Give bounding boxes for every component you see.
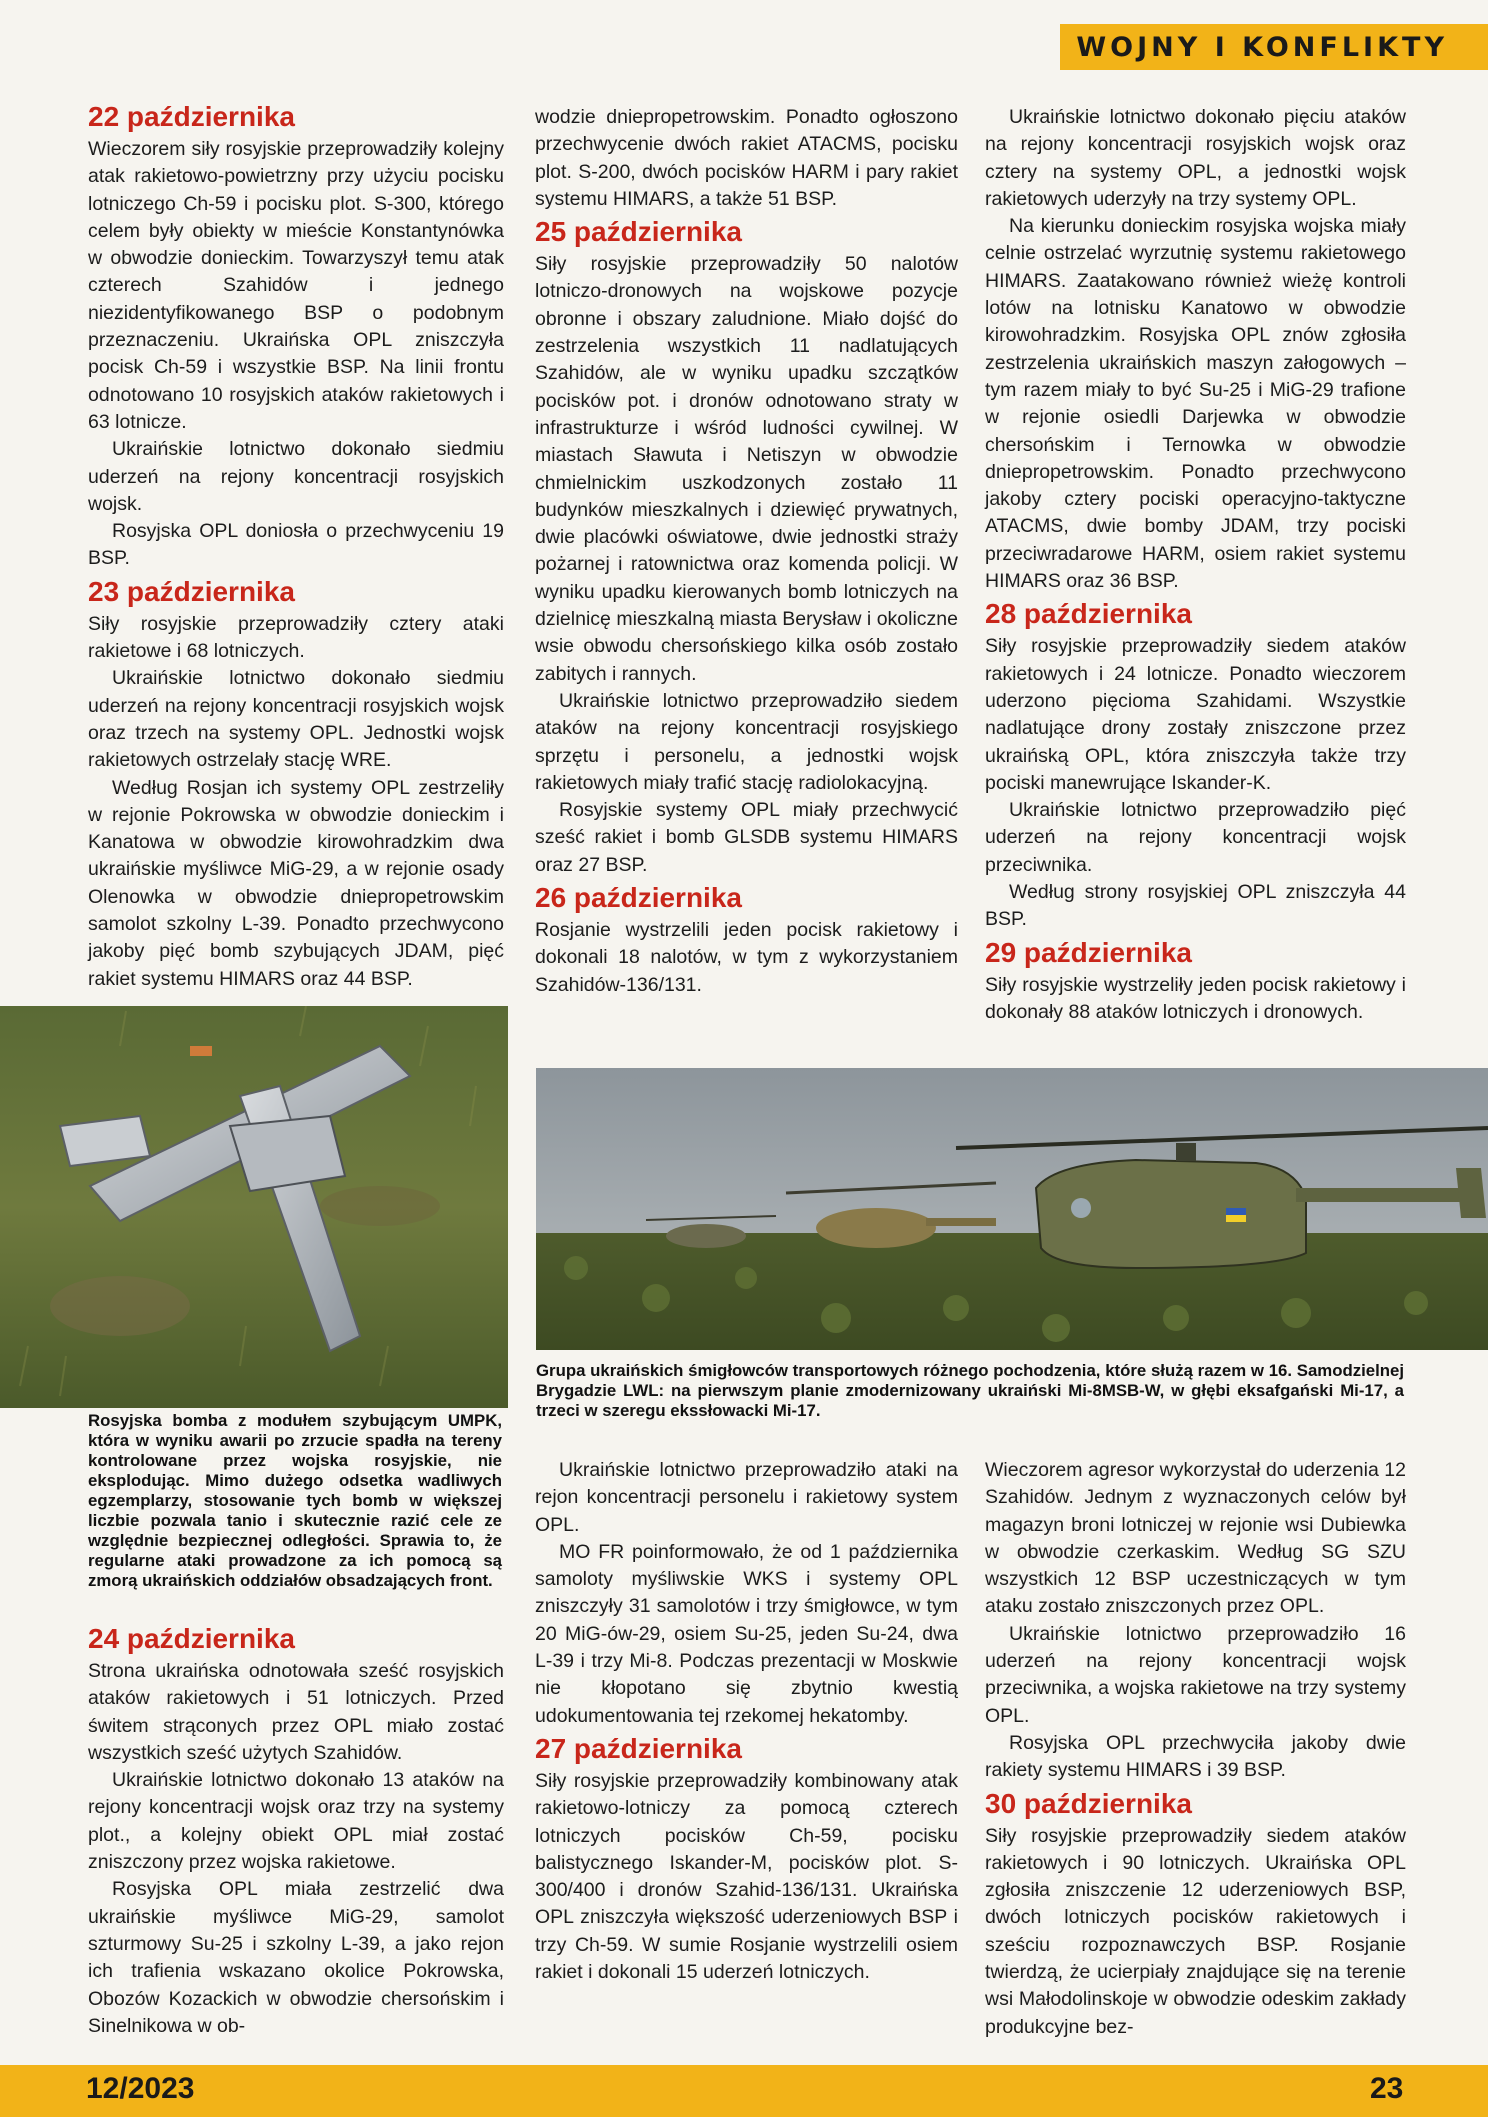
paragraph: MO FR poinformowało, że od 1 października samoloty myśliwskie WKS i systemy OPL zniszczyły 31 samolotów i trzy śmigłowce, w tym 20 MiG-ów-29, osiem Su-25, jeden Su-24, dwa L-39 i trzy Mi-8. Podczas prezentacji w Moskwie nie kłopotano się zbytnio kwestią udokumentowania tej rzekomej hekatomby.	[535, 1540, 958, 1727]
helicopters-photo-image	[536, 1068, 1488, 1350]
paragraph: Rosyjska OPL doniosła o przechwyceniu 19 BSP.	[88, 520, 504, 570]
date-heading: 22 października	[88, 101, 295, 132]
column-2	[535, 104, 958, 999]
date-heading: 23 października	[88, 575, 295, 607]
paragraph: wodzie dniepropetrowskim. Ponadto ogłoszono przechwycenie dwóch rakiet ATACMS, pocisku plot. S-200, dwóch pocisków HARM i pary rakiet systemu HIMARS, a także 51 BSP.	[535, 106, 958, 210]
paragraph: Ukraińskie lotnictwo przeprowadziło ataki na rejon koncentracji personelu i rakietowy system OPL.	[535, 1459, 958, 1536]
column-3	[985, 104, 1406, 1026]
paragraph: Wieczorem siły rosyjskie przeprowadziły kolejny atak rakietowo-powietrzny przy użyciu pocisku lotniczego Ch-59 i pocisku plot. S-300, którego celem były obiekty w mieście Konstantynówka w obwodzie donieckim. Towarzyszył temu atak czterech Szahidów i jednego niezidentyfikowanego BSP o podobnym przeznaczeniu. Ukraińska OPL zniszczyła pocisk Ch-59 i wszystkie BSP. Na linii frontu odnotowano 10 rosyjskich ataków rakietowych i 63 lotnicze.	[88, 138, 504, 433]
paragraph: Wieczorem agresor wykorzystał do uderzenia 12 Szahidów. Jednym z wyznaczonych celów był magazyn broni lotniczej w rejonie wsi Dubiewka w obwodzie czerkaskim. Według SG SZU wszystkich 12 BSP uczestniczących w tym ataku zostało zniszczonych przez OPL.	[985, 1459, 1406, 1618]
issue-number: 12/2023	[86, 2072, 195, 2105]
section-title: WOJNY I KONFLIKTY	[1076, 31, 1448, 63]
paragraph: Ukraińskie lotnictwo dokonało siedmiu uderzeń na rejony koncentracji rosyjskich wojsk.	[88, 438, 504, 515]
paragraph: Siły rosyjskie przeprowadziły siedem ataków rakietowych i 24 lotnicze. Ponadto wieczorem uderzono pięcioma Szahidami. Wszystkie nadlatujące drony zostały zniszczone przez ukraińską OPL, która zniszczyła także trzy pociski manewrujące Iskander-K.	[985, 635, 1406, 794]
date-heading: 24 października	[88, 1623, 295, 1654]
paragraph: Według Rosjan ich systemy OPL zestrzeliły w rejonie Pokrowska w obwodzie donieckim i Kanatowa w obwodzie kirowohradzkim dwa ukraińskie myśliwce MiG-29, a w rejonie osady Olenowka w obwodzie dniepropetrowskim samolot szkolny L-39. Ponadto przechwycono jakoby pięć bomb szybujących JDAM, pięć rakiet systemu HIMARS oraz 44 BSP.	[88, 776, 504, 990]
helicopters-photo	[536, 1068, 1488, 1350]
page-number: 23	[1370, 2072, 1404, 2105]
paragraph: Ukraińskie lotnictwo dokonało siedmiu uderzeń na rejony koncentracji rosyjskich wojsk oraz trzech na systemy OPL. Jednostki wojsk rakietowych ostrzelały stację WRE.	[88, 667, 504, 772]
paragraph: Ukraińskie lotnictwo dokonało pięciu ataków na rejony koncentracji rosyjskich wojsk oraz cztery na systemy OPL, a jednostki wojsk rakietowych uderzyły na trzy systemy OPL.	[985, 106, 1406, 210]
paragraph: Według strony rosyjskiej OPL zniszczyła 44 BSP.	[985, 881, 1406, 931]
date-heading: 30 października	[985, 1787, 1192, 1819]
paragraph: Rosyjskie systemy OPL miały przechwycić sześć rakiet i bomb GLSDB systemu HIMARS oraz 27 BSP.	[535, 799, 958, 876]
paragraph: Ukraińskie lotnictwo przeprowadziło siedem ataków na rejony koncentracji rosyjskiego sprzętu i personelu, a jednostki wojsk rakietowych miały trafić stację radiolokacyjną.	[535, 689, 958, 794]
date-heading: 25 października	[535, 216, 742, 248]
helicopters-photo-caption: Grupa ukraińskich śmigłowców transportowych różnego pochodzenia, które służą razem w 16. Samodzielnej Brygadzie LWL: na pierwszym planie zmodernizowany ukraiński Mi-8MSB-W, w głębi eksafgański Mi-17, a trzeci w szeregu ekssłowacki Mi-17.	[536, 1361, 1404, 1420]
date-heading: 27 października	[535, 1732, 742, 1764]
date-heading: 28 października	[985, 598, 1192, 630]
column-2-lower	[535, 1457, 958, 1986]
footer-bar	[0, 2065, 1488, 2117]
paragraph: Rosjanie wystrzelili jeden pocisk rakietowy i dokonali 18 nalotów, w tym z wykorzystaniem Szahidów-136/131.	[535, 919, 958, 996]
paragraph: Ukraińskie lotnictwo przeprowadziło pięć uderzeń na rejony koncentracji wojsk przeciwnika.	[985, 799, 1406, 876]
date-heading: 29 października	[985, 936, 1192, 968]
paragraph: Rosyjska OPL miała zestrzelić dwa ukraińskie myśliwce MiG-29, samolot szturmowy Su-25 i szkolny L-39, a jako rejon ich trafienia wskazano okolice Pokrowska, Obozów Kozackich w obwodzie chersońskim i Sinelnikowa w ob-	[88, 1878, 504, 2037]
bomb-photo-caption: Rosyjska bomba z modułem szybującym UMPK, która w wyniku awarii po zrzucie spadła na tereny kontrolowane przez wojska rosyjskie, nie eksplodując. Mimo dużego odsetka wadliwych egzemplarzy, stosowanie tych bomb w większej liczbie pozwala tanio i skutecznie razić cele ze względnie bezpiecznej odległości. Sprawia to, że regularne ataki prowadzone za ich pomocą są zmorą ukraińskich oddziałów obsadzających front.	[88, 1411, 502, 1590]
paragraph: Siły rosyjskie przeprowadziły siedem ataków rakietowych i 90 lotniczych. Ukraińska OPL zgłosiła zniszczenie 12 uderzeniowych BSP, dwóch lotniczych pocisków rakietowych i sześciu rozpoznawczych BSP. Rosjanie twierdzą, że ucierpiały znajdujące się na terenie wsi Małodolinskoje w obwodzie odeskim zakłady produkcyjne bez-	[985, 1824, 1406, 2038]
paragraph: Siły rosyjskie przeprowadziły 50 nalotów lotniczo-dronowych na wojskowe pozycje obronne i obszary zaludnione. Miało dojść do zestrzelenia wszystkich 11 nadlatujących Szahidów, ale w wyniku upadku szczątków pocisków pot. i dronów odnotowano straty w infrastrukturze i wśród ludności cywilnej. W miastach Sławuta i Netiszyn w obwodzie chmielnickim uszkodzonych zostało 11 budynków mieszkalnych i dziewięć prywatnych, dwie placówki oświatowe, dwie jednostki straży pożarnej i ratownictwa oraz komenda policji. W wyniku upadku kierowanych bomb lotniczych na dzielnicę mieszkalną miasta Berysław i okoliczne wsie obwodu chersońskiego kilka osób zostało zabitych i rannych.	[535, 253, 958, 685]
section-tab	[1060, 24, 1488, 70]
date-heading: 26 października	[535, 882, 742, 914]
bomb-photo	[0, 1006, 508, 1408]
paragraph: Ukraińskie lotnictwo przeprowadziło 16 uderzeń na rejony koncentracji wojsk przeciwnika, a wojska rakietowe na trzy systemy OPL.	[985, 1622, 1406, 1727]
column-3-lower	[985, 1457, 1406, 2041]
column-1	[88, 98, 504, 993]
column-1-lower	[88, 1620, 504, 2040]
paragraph: Strona ukraińska odnotowała sześć rosyjskich ataków rakietowych i 51 lotniczych. Przed świtem strąconych przez OPL miało zostać wszystkich sześć użytych Szahidów.	[88, 1660, 504, 1764]
bomb-photo-image	[0, 1006, 508, 1408]
paragraph: Siły rosyjskie przeprowadziły kombinowany atak rakietowo-lotniczy za pomocą czterech lotniczych pocisków Ch-59, pocisku balistycznego Iskander-M, pocisków plot. S-300/400 i dronów Szahid-136/131. Ukraińska OPL zniszczyła większość uderzeniowych BSP i trzy Ch-59. W sumie Rosjanie wystrzelili osiem rakiet i dokonali 15 uderzeń lotniczych.	[535, 1769, 958, 1984]
paragraph: Siły rosyjskie wystrzeliły jeden pocisk rakietowy i dokonały 88 ataków lotniczych i dronowych.	[985, 973, 1406, 1023]
paragraph: Rosyjska OPL przechwyciła jakoby dwie rakiety systemu HIMARS i 39 BSP.	[985, 1731, 1406, 1782]
paragraph: Na kierunku donieckim rosyjska wojska miały celnie ostrzelać wyrzutnię systemu rakietowego HIMARS. Zaatakowano również wieżę kontroli lotów na lotnisku Kanatowo w obwodzie kirowohradzkim. Rosyjska OPL znów zgłosiła zestrzelenia ukraińskich maszyn załogowych – tym razem miały to być Su-25 i MiG-29 trafione w rejonie osiedli Darjewka w obwodzie chersońskim i Ternowka w obwodzie dniepropetrowskim. Ponadto przechwycono jakoby cztery pociski operacyjno-taktyczne ATACMS, dwie bomby JDAM, trzy pociski przeciwradarowe HARM, osiem rakiet systemu HIMARS oraz 36 BSP.	[985, 215, 1406, 593]
paragraph: Ukraińskie lotnictwo dokonało 13 ataków na rejony koncentracji wojsk oraz trzy na systemy plot., a kolejny obiekt OPL miał zostać zniszczony przez wojska rakietowe.	[88, 1769, 504, 1874]
paragraph: Siły rosyjskie przeprowadziły cztery ataki rakietowe i 68 lotniczych.	[88, 612, 504, 663]
